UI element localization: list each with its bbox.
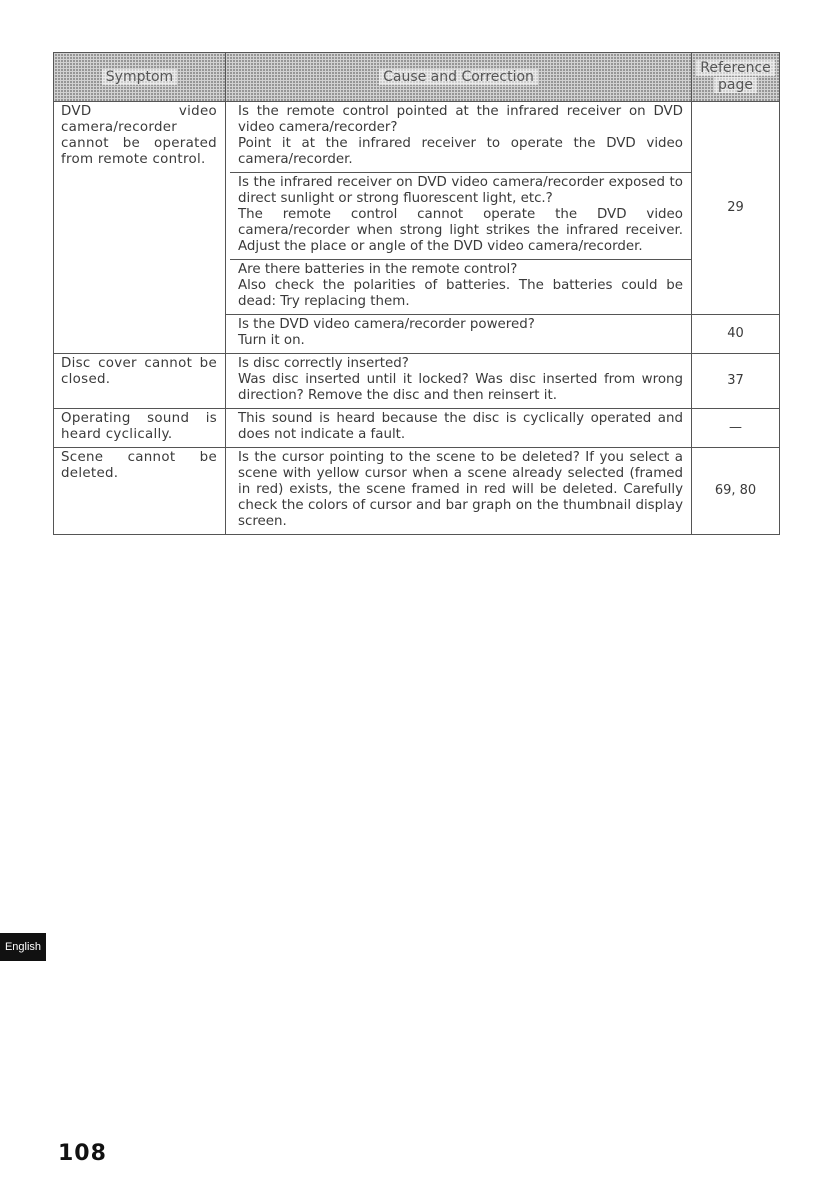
table-header-row [54, 53, 780, 102]
reference-page: 29 [692, 102, 780, 315]
cause-cell [226, 354, 692, 409]
cause-answer: Was disc inserted until it locked? Was disc inserted from wrong direction? Remove the disc and then reinsert it. [238, 372, 683, 403]
reference-page: 37 [692, 354, 780, 409]
reference-page: — [692, 409, 780, 448]
cause-cell [226, 315, 692, 354]
page-number: 108 [58, 1141, 107, 1166]
cause-answer: This sound is heard because the disc is cyclically operated and does not indicate a fault. [238, 411, 683, 442]
cause-block [226, 448, 691, 534]
header-reference: Reference page [692, 53, 780, 102]
table-row [54, 102, 780, 315]
cause-question: Is disc correctly inserted? [238, 356, 409, 371]
cause-answer: Is the cursor pointing to the scene to be deleted? If you select a scene with yellow cursor when a scene already selected (framed in red) exists, the scene framed in red will be deleted. Carefully check the colors of cursor and bar graph on the thumbnail display screen. [238, 450, 683, 529]
symptom-cell: Scene cannot be deleted. [54, 448, 226, 535]
cause-answer: The remote control cannot operate the DVD video camera/recorder when strong light strikes the infrared receiver. Adjust the place or angle of the DVD video camera/recorder. [238, 207, 683, 254]
reference-page: 40 [692, 315, 780, 354]
cause-answer: Point it at the infrared receiver to operate the DVD video camera/recorder. [238, 136, 683, 167]
language-tab: English [0, 933, 46, 961]
header-symptom: Symptom [54, 53, 226, 102]
table-row [54, 409, 780, 448]
cause-cell [226, 409, 692, 448]
cause-question: Is the remote control pointed at the infrared receiver on DVD video camera/recorder? [238, 104, 683, 135]
cause-block [226, 409, 691, 447]
cause-block [226, 315, 691, 353]
cause-block [230, 259, 691, 314]
cause-cell [226, 448, 692, 535]
cause-answer: Turn it on. [238, 333, 305, 348]
header-cause: Cause and Correction [226, 53, 692, 102]
cause-question: Are there batteries in the remote control? [238, 262, 518, 277]
cause-question: Is the infrared receiver on DVD video camera/recorder exposed to direct sunlight or strong fluorescent light, etc.? [238, 175, 683, 206]
reference-page: 69, 80 [692, 448, 780, 535]
table-row [54, 354, 780, 409]
cause-cell [226, 102, 692, 315]
cause-block [226, 102, 691, 172]
symptom-cell: DVD video camera/recorder cannot be operated from remote control. [54, 102, 226, 354]
cause-block [226, 354, 691, 408]
table-row [54, 448, 780, 535]
cause-answer: Also check the polarities of batteries. The batteries could be dead: Try replacing them. [238, 278, 683, 309]
symptom-cell: Operating sound is heard cyclically. [54, 409, 226, 448]
cause-block [230, 172, 691, 259]
symptom-cell: Disc cover cannot be closed. [54, 354, 226, 409]
cause-question: Is the DVD video camera/recorder powered? [238, 317, 535, 332]
troubleshooting-table [53, 52, 780, 535]
